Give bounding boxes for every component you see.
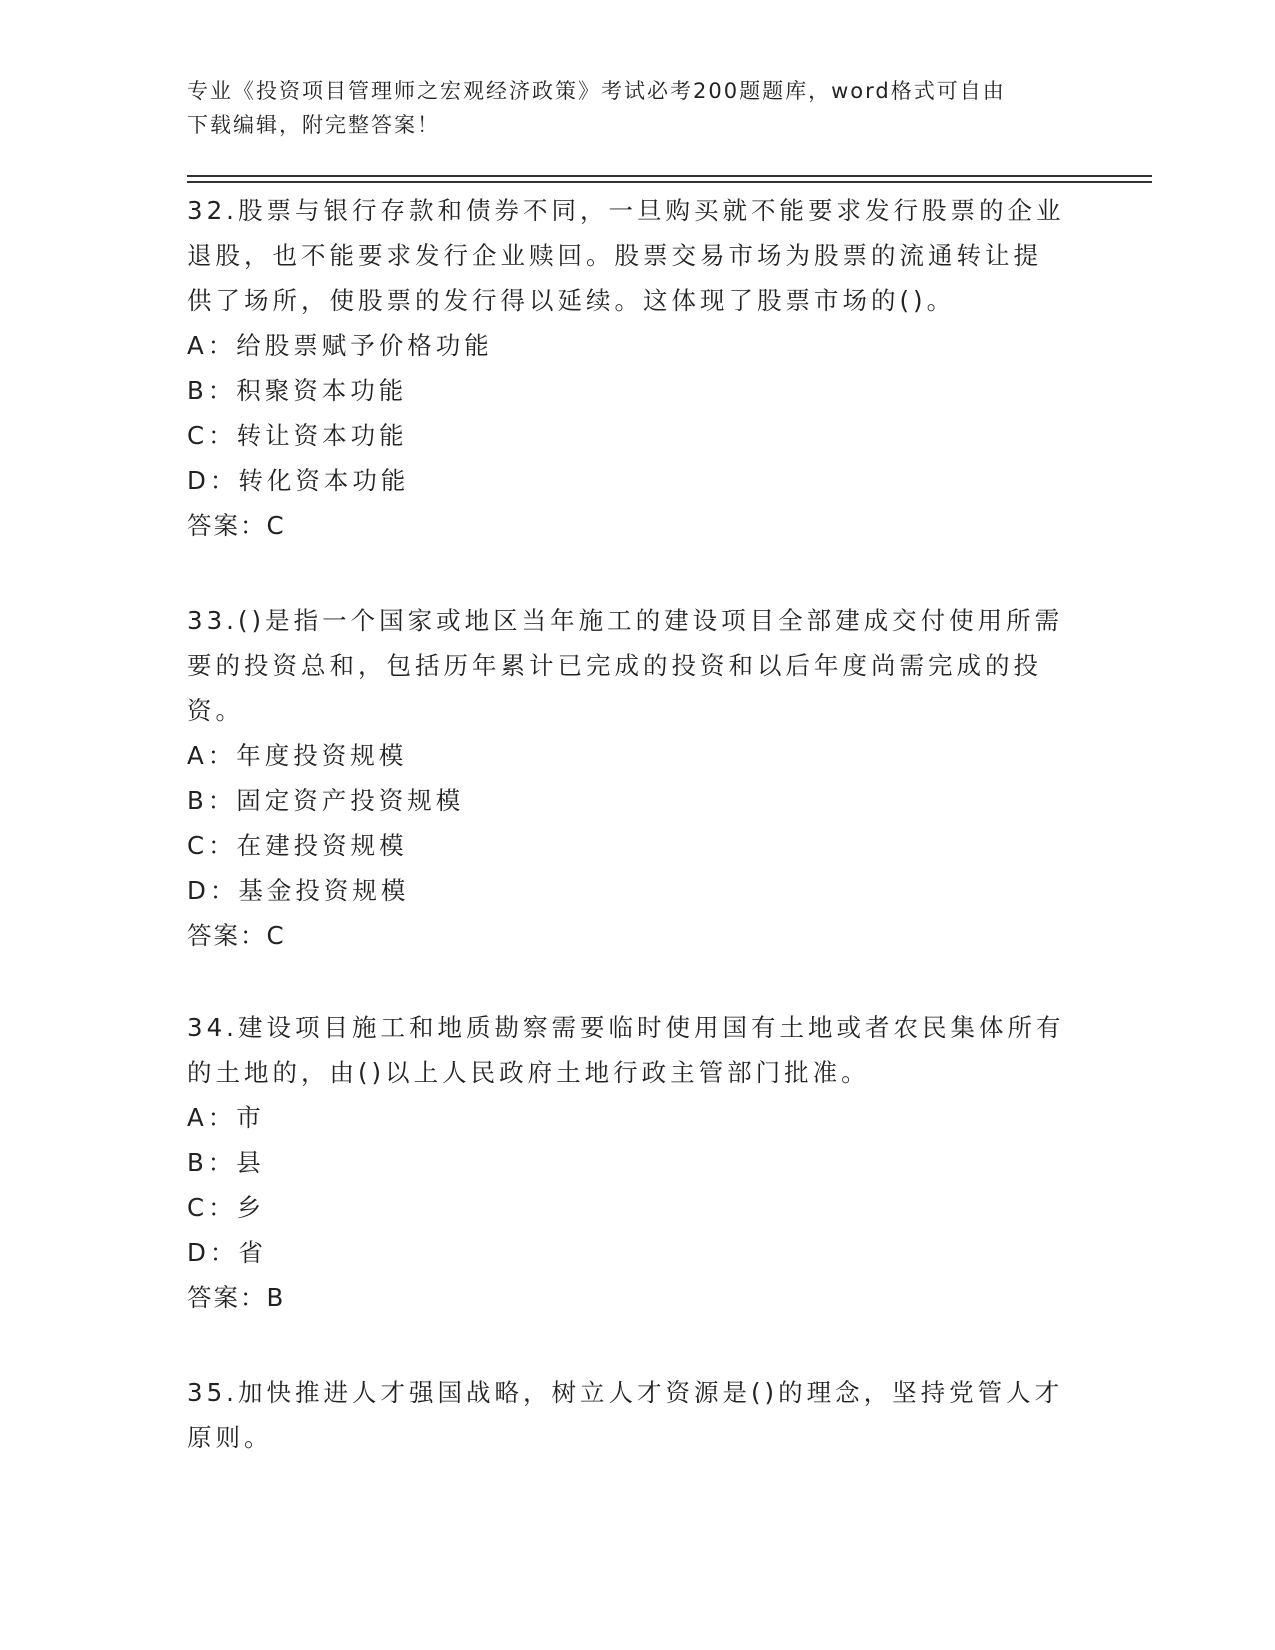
option-d: D：基金投资规模 [187,876,410,905]
question-34 [187,1005,1087,1320]
option-b: B：固定资产投资规模 [187,786,465,815]
header-divider-top [187,175,1152,177]
stem-line: 供了场所，使股票的发行得以延续。这体现了股票市场的()。 [187,286,956,315]
stem-line: 34.建设项目施工和地质勘察需要临时使用国有土地或者农民集体所有 [187,1013,1065,1042]
stem-line: 原则。 [187,1423,273,1452]
stem-line: 33.()是指一个国家或地区当年施工的建设项目全部建成交付使用所需 [187,606,1064,635]
answer: 答案：C [187,921,286,950]
question-35 [187,1370,1087,1460]
header-line-2: 下载编辑，附完整答案！ [187,113,440,137]
stem-line: 要的投资总和，包括历年累计已完成的投资和以后年度尚需完成的投 [187,651,1042,680]
question-stem [187,598,1087,733]
option-c: C：转让资本功能 [187,421,408,450]
stem-line: 资。 [187,696,244,725]
answer: 答案：B [187,1283,286,1312]
option-b: B：积聚资本功能 [187,376,408,405]
question-32 [187,188,1087,548]
answer: 答案：C [187,511,286,540]
question-33 [187,598,1087,958]
stem-line: 的土地的，由()以上人民政府土地行政主管部门批准。 [187,1058,870,1087]
stem-line: 32.股票与银行存款和债券不同，一旦购买就不能要求发行股票的企业 [187,196,1065,225]
stem-line: 35.加快推进人才强国战略，树立人才资源是()的理念，坚持党管人才 [187,1378,1064,1407]
option-a: A：市 [187,1103,265,1132]
option-a: A：年度投资规模 [187,741,408,770]
option-b: B：县 [187,1148,265,1177]
option-c: C：在建投资规模 [187,831,408,860]
option-c: C：乡 [187,1193,266,1222]
stem-line: 退股，也不能要求发行企业赎回。股票交易市场为股票的流通转让提 [187,241,1042,270]
question-stem [187,1370,1087,1460]
header-line-1: 专业《投资项目管理师之宏观经济政策》考试必考200题题库，word格式可自由 [187,79,1006,103]
header-divider-bottom [187,181,1152,183]
question-stem [187,1005,1087,1095]
option-d: D：省 [187,1238,267,1267]
option-d: D：转化资本功能 [187,466,410,495]
document-header [187,74,1067,142]
question-stem [187,188,1087,323]
option-a: A：给股票赋予价格功能 [187,331,493,360]
